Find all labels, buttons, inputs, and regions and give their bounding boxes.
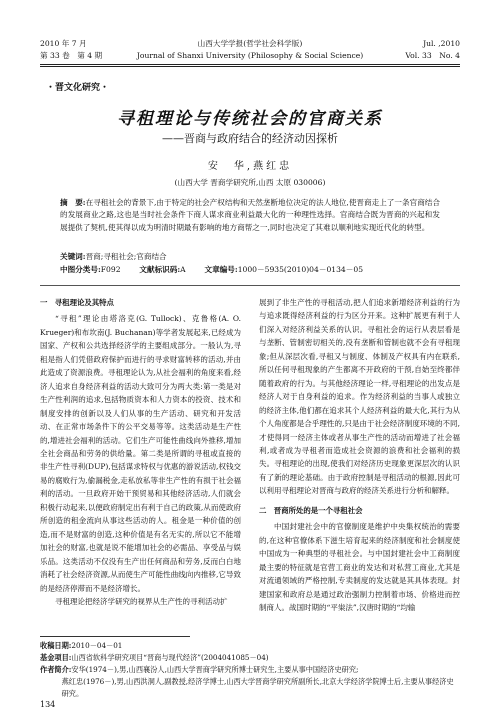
header-volume-en: Vol. 33 No. 4 [405,51,460,60]
received-date: 收稿日期:2010－04－01 [40,641,123,650]
header-rule [40,64,460,65]
abstract-text: 在寻租社会的背景下,由于特定的社会产权结构和天然垄断地位决定的法人地位,使晋商走上了一条官商结合的发展商业之路,这也是当时社会条件下商人谋求商业利益最大化的一种理性选择。官商结合既为晋商的兴起和发展提供了契机,使其得以成为明清时期最有影响的地方商帮之一,同时也决定了其难以顺利地实现近代化的转型。 [60,198,440,232]
abstract [60,197,440,234]
affiliation: (山西大学 晋商学研究所,山西 太原 030006) [174,178,326,187]
author-bio-2: 燕红忠(1976－),男,山西洪洞人,副教授,经济学博士,山西大学晋商学研究所副所长,北京大学经济学院博士后,主要从事经济史研究。 [61,677,454,698]
header-date: 2010 年 7 月 [40,39,87,48]
article-id-value: 1000－5935(2010)04－0134－05 [237,265,364,274]
paragraph: 寻租理论把经济学研究的视界从生产性的寻利活动扩 [55,596,228,606]
article-id-label: 文章编号: [204,265,238,274]
author-bio: 作者简介:安华(1974－),男,山西襄汾人,山西大学晋商学研究所博士研究生,主要从事中国经济史研究; [40,665,359,674]
classification-line [60,264,440,276]
abstract-label: 摘 要: [60,198,86,207]
section-heading-2: 二 晋商所处的是一个寻租社会 [259,505,363,515]
journal-name-cn: 山西大学学报(哲学社会科学版) [197,39,303,48]
keywords [60,251,440,263]
header-center [40,38,460,62]
footnotes [40,640,460,700]
doc-code-value: A [180,265,186,274]
footnote-rule [40,636,190,637]
paragraph: 展到了非生产性的寻租活动,把人们追求新增经济利益的行为与追求既得经济利益的行为区分开来。这种扩展更有利于人们深入对经济利益关系的认识。寻租社会的运行从表层看是与垄断、管制密切相关的,没有垄断和管制也就不会有寻租现象;但从深层次看,寻租又与制度、体制及产权具有内在联系,所以任何寻租现象的产生都离不开政府的干预,自始至终都伴随着政府的行为。与其他经济理论一样,寻租理论的出发点是经济人对于自身利益的追求。作为经济利益的当事人或独立的经济主体,他们都在追求其个人经济利益的最大化,其行为从个人角度都是合乎理性的,只是由于社会经济制度环境的不同,才使得同一经济主体或者从事生产性的活动而增进了社会福利,或者成为寻租者而造成社会资源的浪费和社会福利的损失。寻租理论的出现,使我们对经济历史现象更深层次的认识有了新的理论基础。由于政府控制是寻租活动的根源,因此可以利用寻租理论对晋商与政府的经济关系进行分析和解释。 [259,298,460,496]
clc-value: F092 [100,265,121,274]
section-heading-1: 一 寻租理论及其特点 [40,298,114,307]
column-tag: ・晋文化研究・ [46,83,110,93]
right-column [259,296,460,614]
clc-label: 中图分类号: [60,265,101,274]
authors: 安 华,燕红忠 [207,161,293,172]
page-number: 134 [40,700,56,709]
running-header [40,38,460,66]
header-rule-thin [40,66,460,67]
keywords-text: 晋商;寻租社会;官商结合 [85,252,167,261]
paragraph: “寻租”理论由塔洛克(G. Tullock)、克鲁格(A. O. Krueger)和布坎南(J. Buchanan)等学者发展起来,已经成为国家、产权和公共选择经济学的主要组成部分。一般认为,寻租是指人们凭借政府保护而进行的寻求财富转移的活动,并由此造成了资源浪费。寻租理论认为,从社会福利的角度来看,经济人追求自身经济利益的活动大致可分为两大类:第一类是对生产性利润的追求,包括物质资本和人力资本的投资、技术和制度安排的创新以及人们从事的生产活动、研究和开发活动、在正常市场条件下的公平交易等等。这类活动是生产性的,增进社会福利的活动。它们生产可能性曲线向外推移,增加全社会商品和劳务的供给量。第二类是所谓的寻租或直接的非生产性寻利(DUP),包括谋求特权与优惠的游说活动,权钱交易的腐败行为,偷漏税金,走私放私等非生产性的有损于社会福利的活动。一旦政府开始干预贸易和其他经济活动,人们就会积极行动起来,以便政府制定出有利于自己的政策,从而使政府所创造的租金流向从事这些活动的人。租金是一种价值的创造,而不是财富的创造,这种价值是有名无实的,所以它不能增加社会的财富,也就是说不能增加社会的必需品、享受品与娱乐品。这类活动不仅没有生产出任何商品和劳务,反而白白地消耗了社会经济资源,从而使生产可能性曲线向内推移,它导致的是经济停滞而不是经济增长。 [40,314,241,593]
doc-code-label: 文献标识码: [139,265,181,274]
header-volume: 第 33 卷 第 4 期 [40,51,103,60]
paragraph: 中国封建社会中的官僚制度是维护中央集权统治的需要的,在这种官僚体系下滋生培育起来的经济制度和社会制度使中国成为一种典型的寻租社会。与中国封建社会中工商制度最主要的特征就是官营工商业的发达和对私营工商业,尤其是对流通领域的严格控制,专卖制度的发达就是其具体表现。封建国家和政府总是通过政治强制力控制着市场、价格进而控制商人。战国时期的“平粜法”,汉唐时期的“均输 [259,522,460,612]
article-subtitle: ——晋商与政府结合的经济动因探析 [162,132,338,145]
left-column [40,296,241,608]
fund-project: 基金项目:山西省软科学研究项目“晋商与现代经济”(2004041085－04) [40,653,269,662]
header-date-en: Jul. ,2010 [423,39,460,48]
article-title: 寻租理论与传统社会的官商关系 [117,109,383,129]
header-right [405,38,460,62]
keywords-label: 关键词: [60,252,86,261]
journal-name-en: Journal of Shanxi University (Philosophy & Social Science) [136,51,364,60]
meta-rule [40,285,460,286]
